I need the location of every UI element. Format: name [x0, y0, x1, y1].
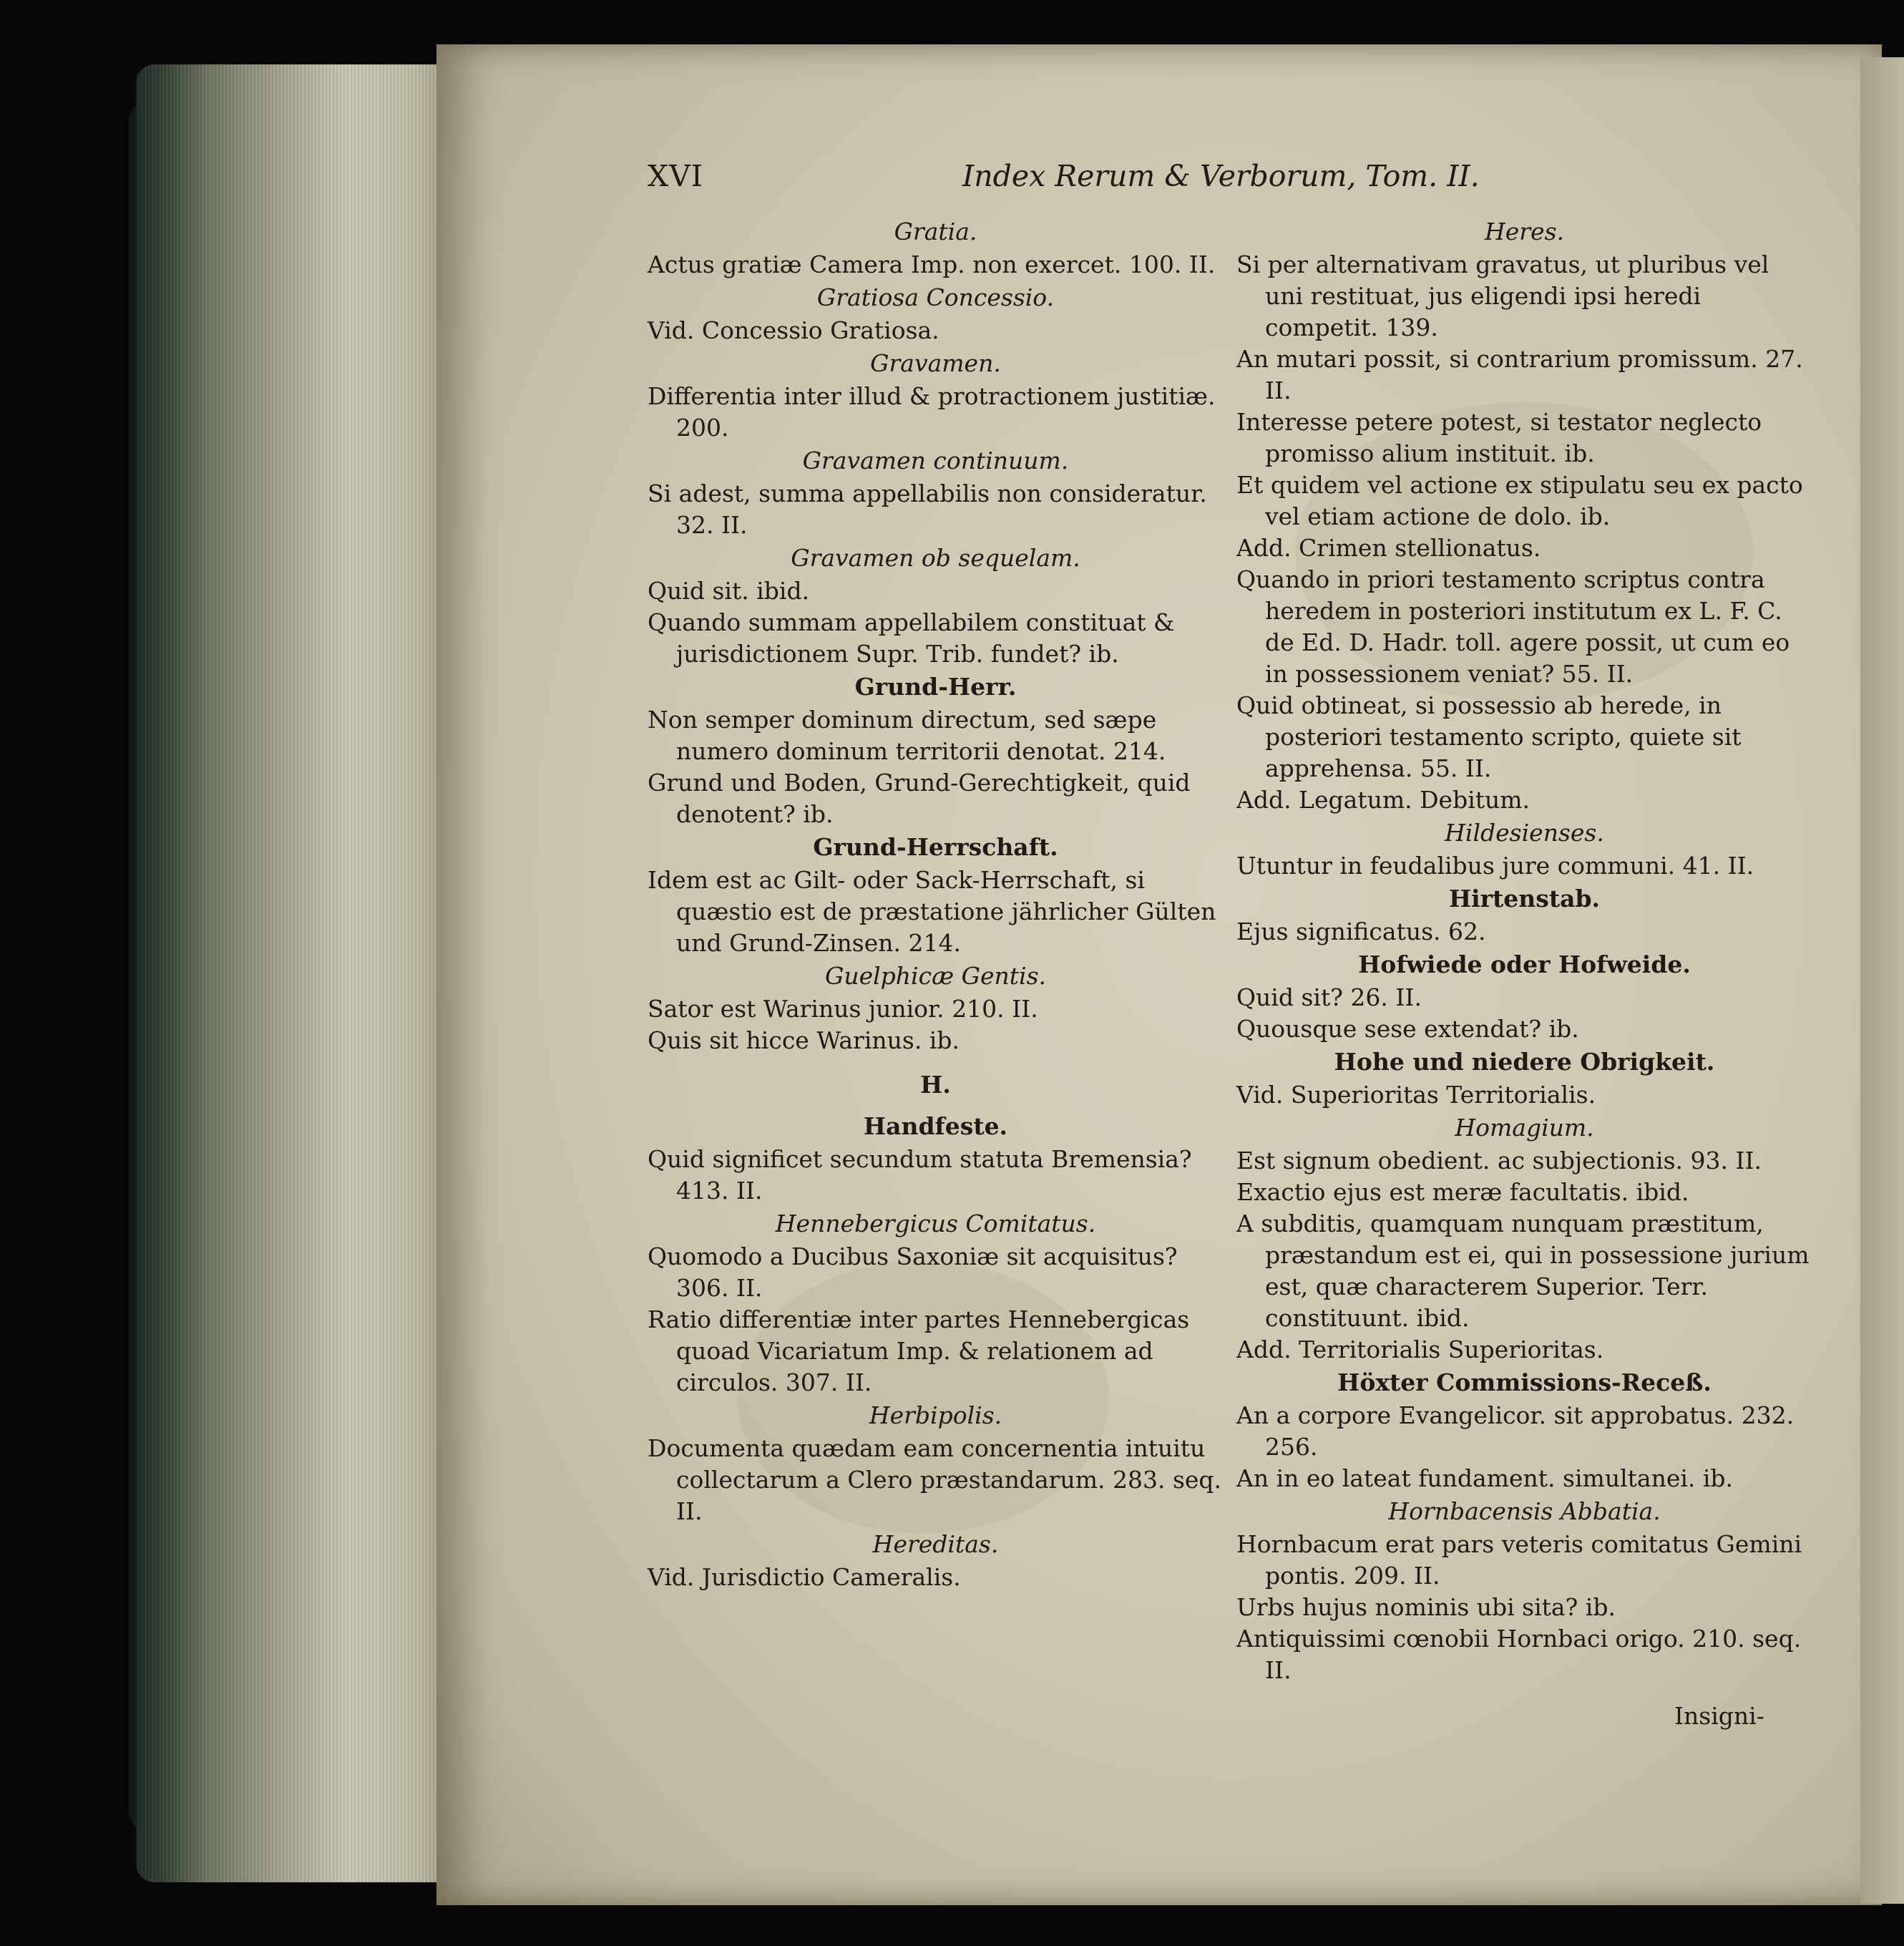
- index-entry: Si adest, summa appellabilis non consideratur. 32. II.: [648, 480, 1207, 539]
- facing-page-edge: [1860, 57, 1904, 1904]
- headword: Gratiosa Concessio.: [816, 283, 1055, 311]
- headword: Gratia.: [894, 218, 977, 245]
- index-entry: A subditis, quamquam nunquam præstitum, præstandum est ei, qui in possessione jurium est, quæ characterem Superior. Terr. constituunt. ibid.: [1236, 1210, 1810, 1332]
- page-edges: [136, 64, 465, 1882]
- index-entry: An a corpore Evangelicor. sit approbatus. 232. 256.: [1236, 1401, 1795, 1461]
- index-entry: Quando in priori testamento scriptus contra heredem in posteriori institutum ex L. F. C. de Ed. D. Hadr. toll. agere possit, ut cum eo in possessionem veniat? 55. II.: [1236, 565, 1790, 688]
- index-entry: Quid obtineat, si possessio ab herede, in posteriori testamento scripto, quiete sit apprehensa. 55. II.: [1236, 691, 1742, 782]
- index-entry: Quis sit hicce Warinus. ib.: [648, 1026, 960, 1054]
- headword-german: Hirtenstab.: [1448, 885, 1601, 913]
- headword: Guelphicæ Gentis.: [824, 962, 1046, 990]
- headword: Gravamen continuum.: [802, 447, 1069, 475]
- headword: Hennebergicus Comitatus.: [775, 1210, 1096, 1237]
- index-entry: Actus gratiæ Camera Imp. non exercet. 100. II.: [648, 250, 1216, 278]
- index-entry: Quid sit. ibid.: [648, 577, 810, 605]
- index-entry: Utuntur in feudalibus jure communi. 41. II.: [1236, 852, 1754, 880]
- index-entry: Documenta quædam eam concernentia intuitu collectarum a Clero præstandarum. 283. seq. II.: [648, 1434, 1222, 1525]
- index-entry: Sator est Warinus junior. 210. II.: [648, 995, 1038, 1023]
- index-entry: Urbs hujus nominis ubi sita? ib.: [1236, 1593, 1616, 1621]
- index-entry: Est signum obedient. ac subjectionis. 93. II.: [1236, 1147, 1762, 1174]
- headword: Homagium.: [1455, 1114, 1594, 1142]
- catchword: Insigni-: [1674, 1702, 1764, 1730]
- right-column: [1236, 215, 1812, 1686]
- index-entry: Quando summam appellabilem constituat & jurisdictionem Supr. Trib. fundet? ib.: [648, 608, 1175, 668]
- section-letter: H.: [920, 1071, 951, 1099]
- index-entry: Vid. Superioritas Territorialis.: [1236, 1081, 1596, 1109]
- index-entry: Add. Legatum. Debitum.: [1236, 786, 1530, 814]
- headword-german: Höxter Commissions-Receß.: [1337, 1368, 1712, 1396]
- page-number: XVI: [648, 159, 703, 193]
- index-entry: Vid. Jurisdictio Cameralis.: [648, 1563, 961, 1591]
- headword: Heres.: [1484, 218, 1565, 245]
- headword: Hornbacensis Abbatia.: [1388, 1497, 1661, 1525]
- index-entry: An mutari possit, si contrarium promissum. 27. II.: [1236, 345, 1803, 404]
- headword-german: Handfeste.: [863, 1112, 1008, 1140]
- index-entry: Differentia inter illud & protractionem justitiæ. 200.: [648, 382, 1216, 442]
- index-entry: Quousque sese extendat? ib.: [1236, 1015, 1579, 1043]
- index-entry: Idem est ac Gilt- oder Sack-Herrschaft, si quæstio est de præstatione jährlicher Gülten und Grund-Zinsen. 214.: [648, 866, 1216, 957]
- header-title: Index Rerum & Verborum, Tom. II.: [962, 159, 1480, 193]
- index-entry: Ejus significatus. 62.: [1236, 918, 1486, 945]
- headword: Gravamen.: [870, 349, 1001, 377]
- index-entry: Add. Crimen stellionatus.: [1236, 534, 1541, 562]
- headword: Hildesienses.: [1445, 819, 1604, 847]
- running-head: [648, 159, 1804, 202]
- headword-german: Grund-Herr.: [854, 673, 1017, 701]
- index-entry: Exactio ejus est meræ facultatis. ibid.: [1236, 1178, 1689, 1206]
- index-entry: An in eo lateat fundament. simultanei. ib.: [1236, 1464, 1734, 1492]
- headword-german: Grund-Herrschaft.: [813, 833, 1058, 861]
- left-column: [648, 215, 1224, 1593]
- index-entry: Quid significet secundum statuta Bremensia? 413. II.: [648, 1145, 1192, 1205]
- headword: Hereditas.: [872, 1530, 999, 1558]
- headword: Herbipolis.: [869, 1401, 1002, 1429]
- headword: Gravamen ob sequelam.: [791, 544, 1080, 572]
- index-entry: Antiquissimi cœnobii Hornbaci origo. 210. seq. II.: [1236, 1625, 1802, 1684]
- index-entry: Quomodo a Ducibus Saxoniæ sit acquisitus? 306. II.: [648, 1242, 1178, 1302]
- index-entry: Et quidem vel actione ex stipulatu seu ex pacto vel etiam actione de dolo. ib.: [1236, 471, 1803, 530]
- index-entry: Interesse petere potest, si testator neglecto promisso alium instituit. ib.: [1236, 408, 1762, 467]
- index-entry: Non semper dominum directum, sed sæpe numero dominum territorii denotat. 214.: [648, 706, 1166, 765]
- index-entry: Ratio differentiæ inter partes Hennebergicas quoad Vicariatum Imp. & relationem ad circulos. 307. II.: [648, 1305, 1190, 1396]
- index-entry: Vid. Concessio Gratiosa.: [648, 316, 939, 344]
- headword-german: Hohe und niedere Obrigkeit.: [1334, 1048, 1715, 1076]
- headword-german: Hofwiede oder Hofweide.: [1358, 950, 1691, 978]
- index-entry: Si per alternativam gravatus, ut pluribus vel uni restituat, jus eligendi ipsi heredi competit. 139.: [1236, 250, 1769, 341]
- index-entry: Hornbacum erat pars veteris comitatus Gemini pontis. 209. II.: [1236, 1530, 1802, 1590]
- index-entry: Quid sit? 26. II.: [1236, 983, 1422, 1011]
- index-entry: Add. Territorialis Superioritas.: [1236, 1336, 1604, 1363]
- index-entry: Grund und Boden, Grund-Gerechtigkeit, quid denotent? ib.: [648, 769, 1191, 828]
